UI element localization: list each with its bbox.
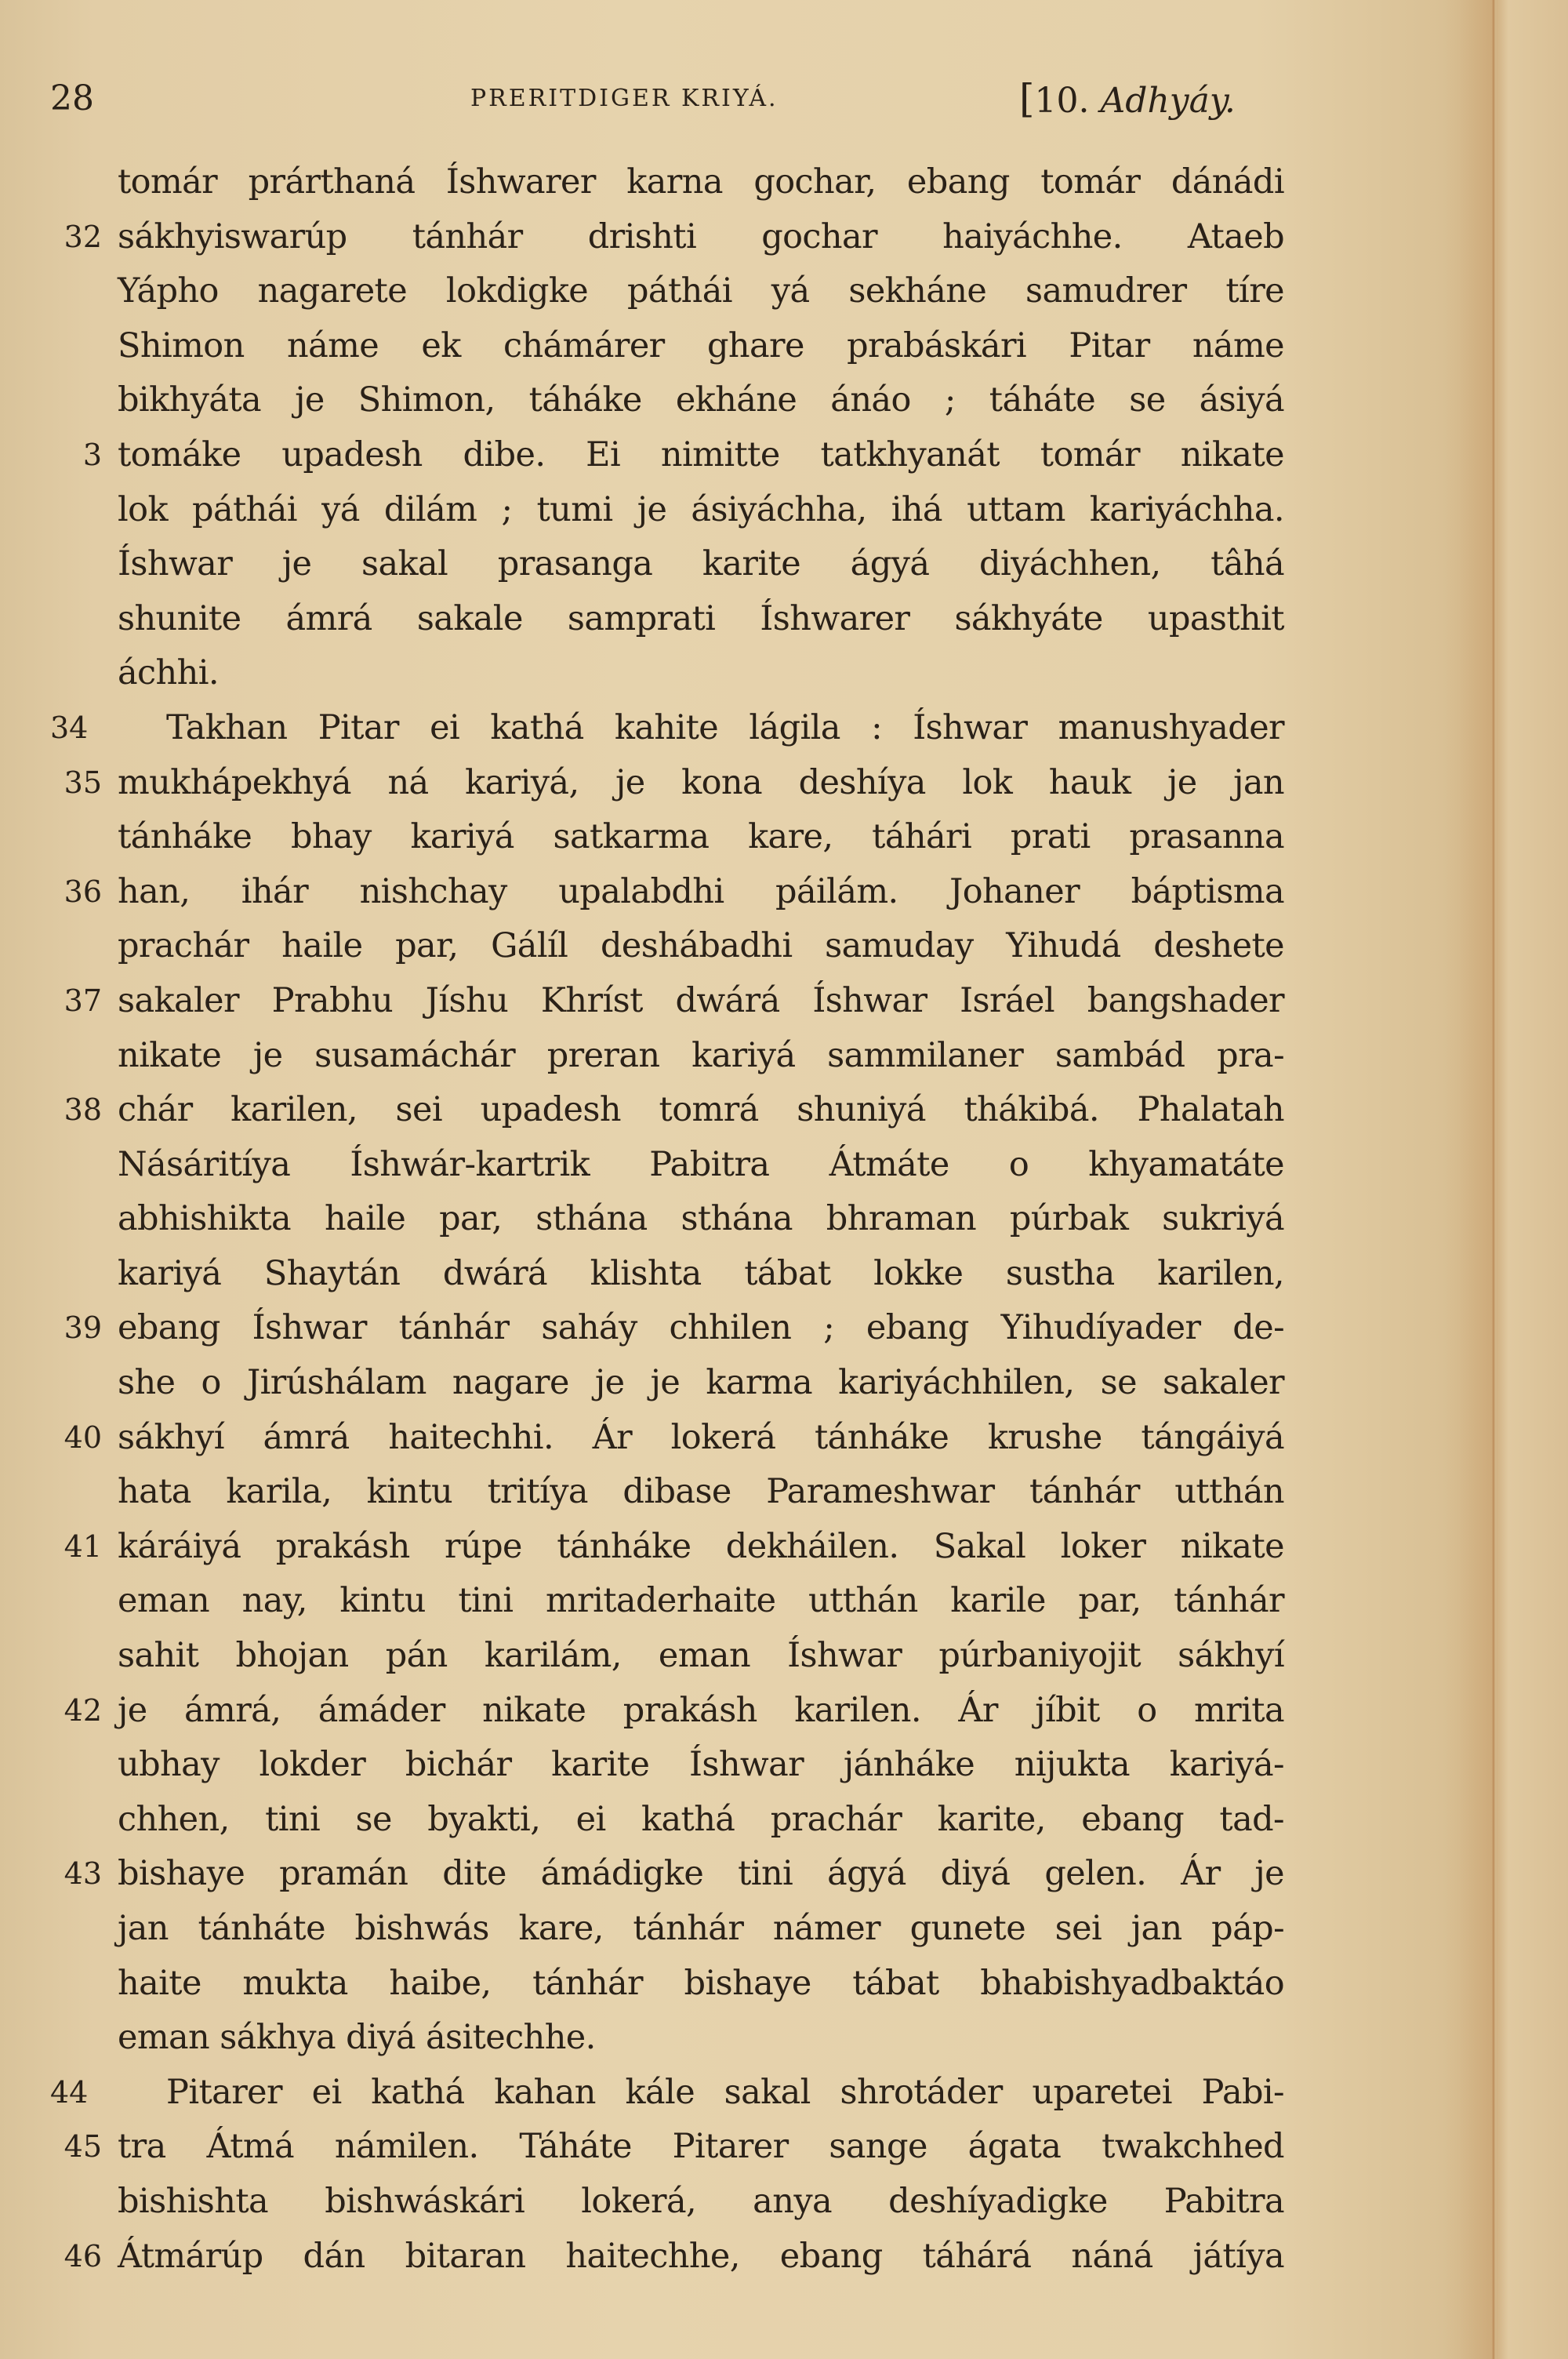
chapter-bracket: [ [1019,76,1035,122]
chapter-number: 10. [1034,81,1090,121]
verse-number: 3 [82,437,102,472]
chapter-word: Adhyáy. [1100,81,1236,121]
verse-number: 40 [64,1419,102,1455]
body-text [0,155,1333,2284]
running-title: PRERITDIGER KRIYÁ. [470,85,779,112]
line-text: Yápho nagarete lokdigke páthái yá sekháne samudrer tíre [118,271,1284,311]
text-line [0,1957,1333,2012]
text-line [0,2230,1333,2284]
line-text: han, ihár nishchay upalabdhi páilám. Johaner báptisma [118,871,1284,911]
line-text: ebang Íshwar tánhár saháy chhilen ; ebang Yihudíyader de- [118,1308,1284,1348]
text-line [0,2011,1333,2066]
line-text: nikate je susamáchár preran kariyá sammilaner sambád pra- [118,1035,1284,1075]
text-line [0,373,1333,428]
text-line [0,1574,1333,1629]
text-line [0,155,1333,210]
line-text: prachár haile par, Gálíl deshábadhi samuday Yihudá deshete [118,926,1284,966]
line-text: Shimon náme ek chámárer ghare prabáskári Pitar náme [118,325,1284,365]
line-text: kariyá Shaytán dwárá klishta tábat lokke sustha karilen, [118,1253,1284,1293]
text-line [0,646,1333,701]
line-text: ubhay lokder bichár karite Íshwar jánháke nijukta kariyá- [118,1745,1284,1785]
verse-number: 36 [64,874,102,909]
line-text: bishaye pramán dite ámádigke tini ágyá diyá gelen. Ár je [118,1854,1284,1894]
line-text: tomáke upadesh dibe. Ei nimitte tatkhyanát tomár nikate [118,434,1284,474]
text-line [0,1192,1333,1247]
verse-number: 43 [64,1856,102,1892]
text-line [0,2175,1333,2230]
line-text: Íshwar je sakal prasanga karite ágyá diyáchhen, tâhá [118,544,1284,584]
line-text: eman sákhya diyá ásitechhe. [118,2018,596,2058]
line-text: jan tánháte bishwás kare, tánhár námer gunete sei jan páp- [118,1909,1284,1948]
verse-number: 32 [64,219,102,254]
text-line [0,1356,1333,1411]
verse-number: 41 [64,1528,102,1564]
line-text: mukhápekhyá ná kariyá, je kona deshíya lok hauk je jan [118,762,1284,802]
text-line [0,264,1333,319]
text-line [0,919,1333,974]
text-line [0,1301,1333,1356]
chapter-reference [1019,75,1236,125]
verse-number: 35 [64,765,102,800]
line-text: áchhi. [118,653,219,693]
text-line [0,701,1333,756]
page-edge-shadow [1443,0,1493,2359]
text-line [0,428,1333,483]
text-line [0,319,1333,374]
text-line [0,756,1333,811]
line-text: sakaler Prabhu Jíshu Khríst dwárá Íshwar Isráel bangshader [118,980,1284,1020]
text-line [0,1520,1333,1575]
line-text: káráiyá prakásh rúpe tánháke dekháilen. Sakal loker nikate [118,1526,1284,1566]
verse-number: 46 [64,2238,102,2274]
line-text: tomár prárthaná Íshwarer karna gochar, ebang tomár dánádi [118,162,1284,202]
text-line [0,1247,1333,1302]
text-line [0,1411,1333,1466]
verse-number: 34 [50,710,89,745]
line-text: sahit bhojan pán karilám, eman Íshwar púrbaniyojit sákhyí [118,1636,1284,1676]
text-line [0,1684,1333,1739]
line-text: shunite ámrá sakale samprati Íshwarer sákhyáte upasthit [118,598,1284,638]
page-edge [1492,0,1495,2359]
text-line [0,865,1333,920]
text-line [0,1738,1333,1793]
line-text: hata karila, kintu tritíya dibase Parameshwar tánhár utthán [118,1472,1284,1512]
text-line [0,2066,1333,2121]
verse-number: 39 [64,1310,102,1346]
line-text: chhen, tini se byakti, ei kathá prachár karite, ebang tad- [118,1799,1284,1839]
line-text: Násáritíya Íshwár-kartrik Pabitra Átmáte o khyamatáte [118,1144,1284,1184]
line-text: bikhyáta je Shimon, táháke ekháne ánáo ; táháte se ásiyá [118,380,1284,420]
page-number: 28 [50,78,94,118]
verse-number: 45 [64,2129,102,2165]
verse-number: 38 [64,1092,102,1128]
line-text: lok páthái yá dilám ; tumi je ásiyáchha, ihá uttam kariyáchha. [118,489,1284,529]
line-text: je ámrá, ámáder nikate prakásh karilen. Ár jíbit o mrita [118,1690,1284,1730]
line-text: haite mukta haibe, tánhár bishaye tábat bhabishyadbaktáo [118,1963,1284,2003]
text-line [0,1902,1333,1957]
text-line [0,537,1333,592]
text-line [0,1465,1333,1520]
text-line [0,1083,1333,1138]
verse-number: 42 [64,1692,102,1728]
text-line [0,1029,1333,1084]
line-text: Átmárúp dán bitaran haitechhe, ebang táhárá náná játíya [118,2236,1284,2276]
verse-number: 44 [50,2074,89,2110]
line-text: tra Átmá námilen. Táháte Pitarer sange ágata twakchhed [118,2127,1284,2167]
line-text: chár karilen, sei upadesh tomrá shuniyá thákibá. Phalatah [118,1090,1284,1130]
text-line [0,210,1333,265]
text-line [0,1847,1333,1902]
line-text: bishishta bishwáskári lokerá, anya deshíyadigke Pabitra [118,2181,1284,2221]
text-line [0,592,1333,647]
text-line [0,810,1333,865]
text-line [0,1793,1333,1848]
running-header [0,75,1333,122]
line-text: abhishikta haile par, sthána sthána bhraman púrbak sukriyá [118,1199,1284,1239]
text-line [0,1138,1333,1193]
line-text: Takhan Pitar ei kathá kahite lágila : Íshwar manushyader [166,707,1284,747]
text-line [0,974,1333,1029]
text-line [0,2120,1333,2175]
line-text: sákhyí ámrá haitechhi. Ár lokerá tánháke krushe tángáiyá [118,1417,1284,1457]
text-line [0,483,1333,538]
line-text: she o Jirúshálam nagare je je karma kariyáchhilen, se sakaler [118,1363,1284,1403]
line-text: tánháke bhay kariyá satkarma kare, táhári prati prasanna [118,817,1284,857]
line-text: Pitarer ei kathá kahan kále sakal shrotáder uparetei Pabi- [166,2072,1284,2112]
verse-number: 37 [64,983,102,1018]
line-text: sákhyiswarúp tánhár drishti gochar haiyáchhe. Ataeb [118,216,1284,256]
line-text: eman nay, kintu tini mritaderhaite utthán karile par, tánhár [118,1581,1284,1621]
text-line [0,1629,1333,1684]
